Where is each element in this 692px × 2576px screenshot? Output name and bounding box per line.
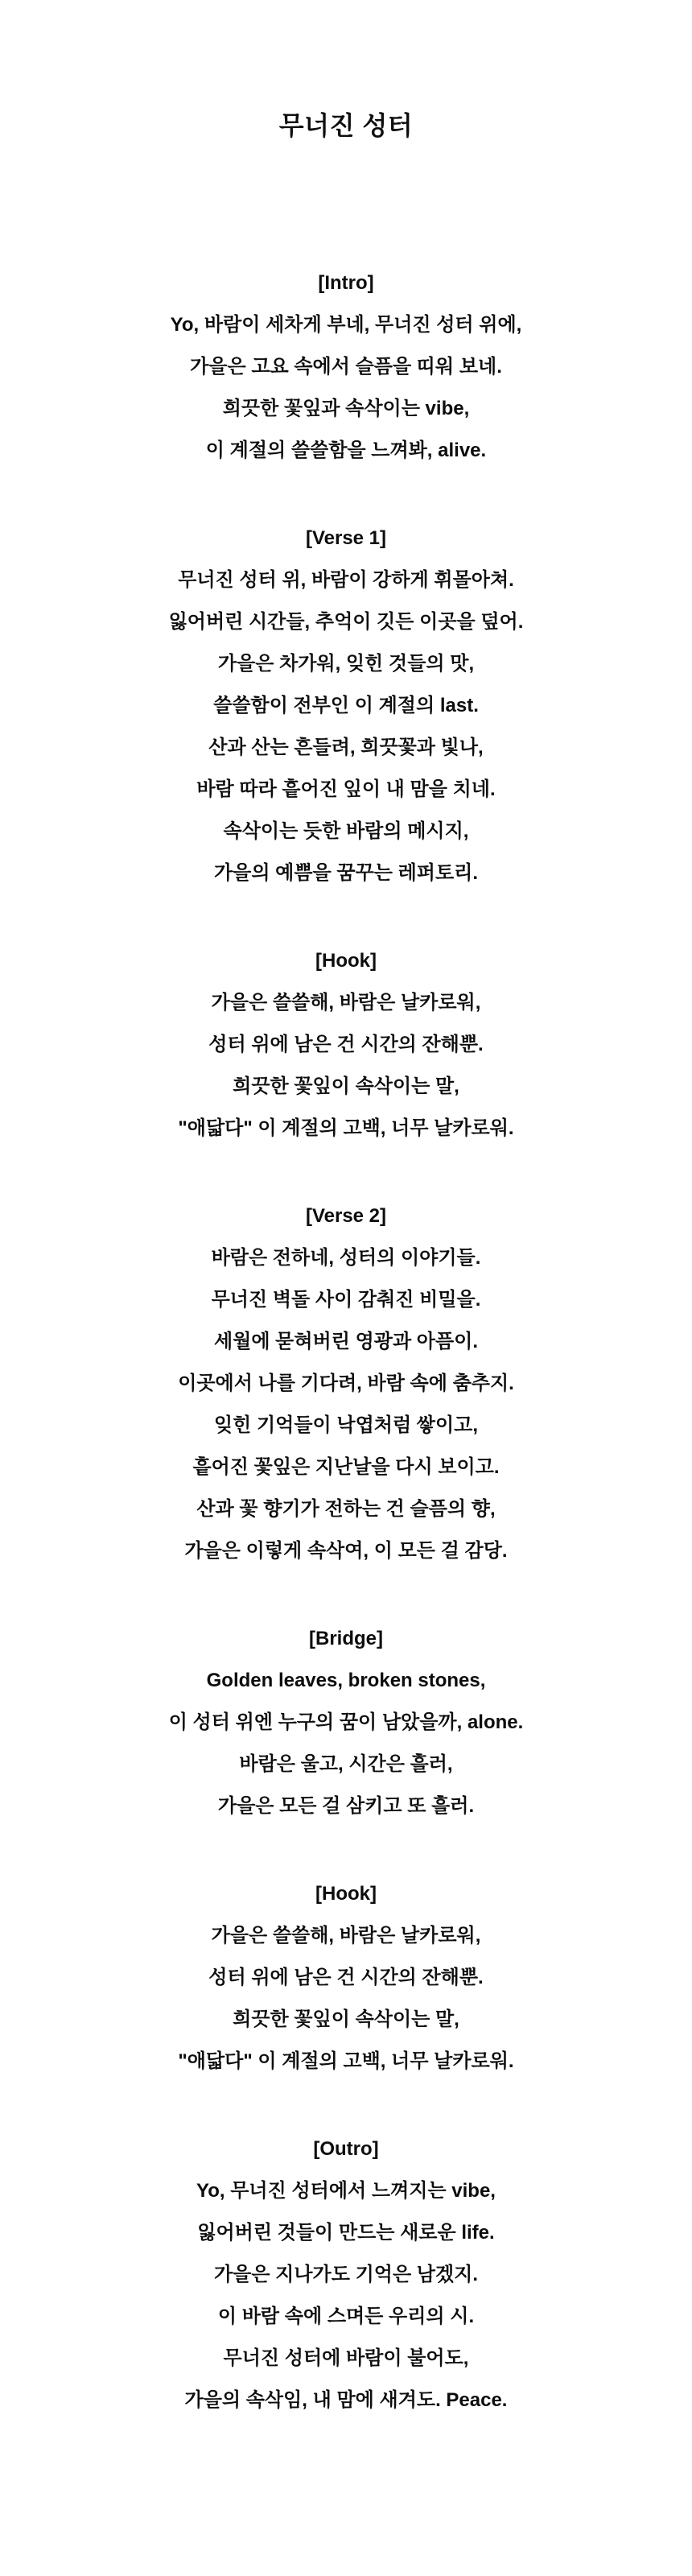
lyric-line: 이곳에서 나를 기다려, 바람 속에 춤추지. <box>178 1373 514 1394</box>
section-label-outro: [Outro] <box>313 2138 379 2160</box>
page-title: 무너진 성터 <box>278 111 414 140</box>
lyric-line: 가을은 지나가도 기억은 남겠지. <box>213 2264 479 2285</box>
section-verse-1 <box>0 518 692 894</box>
lyric-line: 무너진 성터에 바람이 불어도, <box>223 2347 469 2369</box>
lyric-line: 가을은 모든 걸 삼키고 또 흘러. <box>217 1795 475 1817</box>
lyric-line: 바람은 울고, 시간은 흘러, <box>239 1753 453 1775</box>
lyric-line: 잃어버린 것들이 만드는 새로운 life. <box>197 2222 495 2244</box>
lyric-line: 성터 위에 남은 건 시간의 잔해뿐. <box>208 1967 484 1988</box>
lyric-line: 가을은 고요 속에서 슬픔을 띠워 보네. <box>190 356 502 378</box>
lyric-line: 가을은 이렇게 속삭여, 이 모든 걸 감당. <box>184 1540 508 1562</box>
lyric-line: 희끗한 꽃잎이 속삭이는 말, <box>233 2008 459 2030</box>
section-intro <box>0 262 692 472</box>
lyric-line: 가을은 쓸쓸해, 바람은 날카로워, <box>211 992 481 1013</box>
section-label-hook-1: [Hook] <box>315 950 377 972</box>
section-label-verse-2: [Verse 2] <box>305 1205 387 1227</box>
lyric-line: 바람은 전하네, 성터의 이야기들. <box>211 1247 481 1269</box>
section-bridge <box>0 1618 692 1827</box>
lyric-line: Yo, 무너진 성터에서 느껴지는 vibe, <box>196 2180 496 2202</box>
lyric-line: 무너진 성터 위, 바람이 강하게 휘몰아쳐. <box>178 569 514 591</box>
lyric-line: "애닯다" 이 계절의 고백, 너무 날카로워. <box>178 1117 514 1139</box>
section-outro <box>0 2128 692 2421</box>
lyric-line: 흩어진 꽃잎은 지난날을 다시 보이고. <box>192 1456 500 1478</box>
lyric-line: Yo, 바람이 세차게 부네, 무너진 성터 위에, <box>170 314 522 336</box>
lyric-line: 잃어버린 시간들, 추억이 깃든 이곳을 덮어. <box>168 611 524 633</box>
lyric-line: 가을은 쓸쓸해, 바람은 날카로워, <box>211 1925 481 1946</box>
section-label-bridge: [Bridge] <box>309 1628 383 1649</box>
lyric-line: 잊힌 기억들이 낙엽처럼 쌓이고, <box>213 1414 479 1436</box>
lyric-line: 쓸쓸함이 전부인 이 계절의 last. <box>213 695 479 716</box>
lyric-line: 속삭이는 듯한 바람의 메시지, <box>223 820 469 842</box>
lyric-line: 희끗한 꽃잎이 속삭이는 말, <box>233 1075 459 1097</box>
lyric-line: "애닯다" 이 계절의 고백, 너무 날카로워. <box>178 2050 514 2072</box>
lyric-line: 무너진 벽돌 사이 감춰진 비밀을. <box>211 1289 481 1311</box>
lyric-line: 이 성터 위엔 누구의 꿈이 남았을까, alone. <box>168 1711 524 1733</box>
lyric-line: 바람 따라 흩어진 잎이 내 맘을 치네. <box>196 778 496 800</box>
section-hook-1 <box>0 940 692 1150</box>
section-label-intro: [Intro] <box>318 272 374 294</box>
section-label-verse-1: [Verse 1] <box>305 527 387 549</box>
lyric-line: Golden leaves, broken stones, <box>206 1670 486 1691</box>
lyric-line: 희끗한 꽃잎과 속삭이는 vibe, <box>222 398 470 419</box>
lyric-line: 가을의 예쁨을 꿈꾸는 레퍼토리. <box>213 862 479 884</box>
lyric-line: 이 계절의 쓸쓸함을 느껴봐, alive. <box>205 440 487 461</box>
section-label-hook-2: [Hook] <box>315 1883 377 1905</box>
lyric-line: 산과 꽃 향기가 전하는 건 슬픔의 향, <box>196 1498 496 1520</box>
lyric-line: 가을은 차가워, 잊힌 것들의 맛, <box>217 653 475 675</box>
section-verse-2 <box>0 1195 692 1572</box>
lyric-line: 이 바람 속에 스며든 우리의 시. <box>217 2306 475 2327</box>
lyric-line: 성터 위에 남은 건 시간의 잔해뿐. <box>208 1034 484 1055</box>
lyric-line: 가을의 속삭임, 내 맘에 새겨도. Peace. <box>184 2389 508 2411</box>
lyric-line: 산과 산는 흔들려, 희끗꽃과 빛나, <box>208 737 484 758</box>
lyric-line: 세월에 묻혀버린 영광과 아픔이. <box>213 1331 479 1352</box>
section-hook-2 <box>0 1873 692 2083</box>
